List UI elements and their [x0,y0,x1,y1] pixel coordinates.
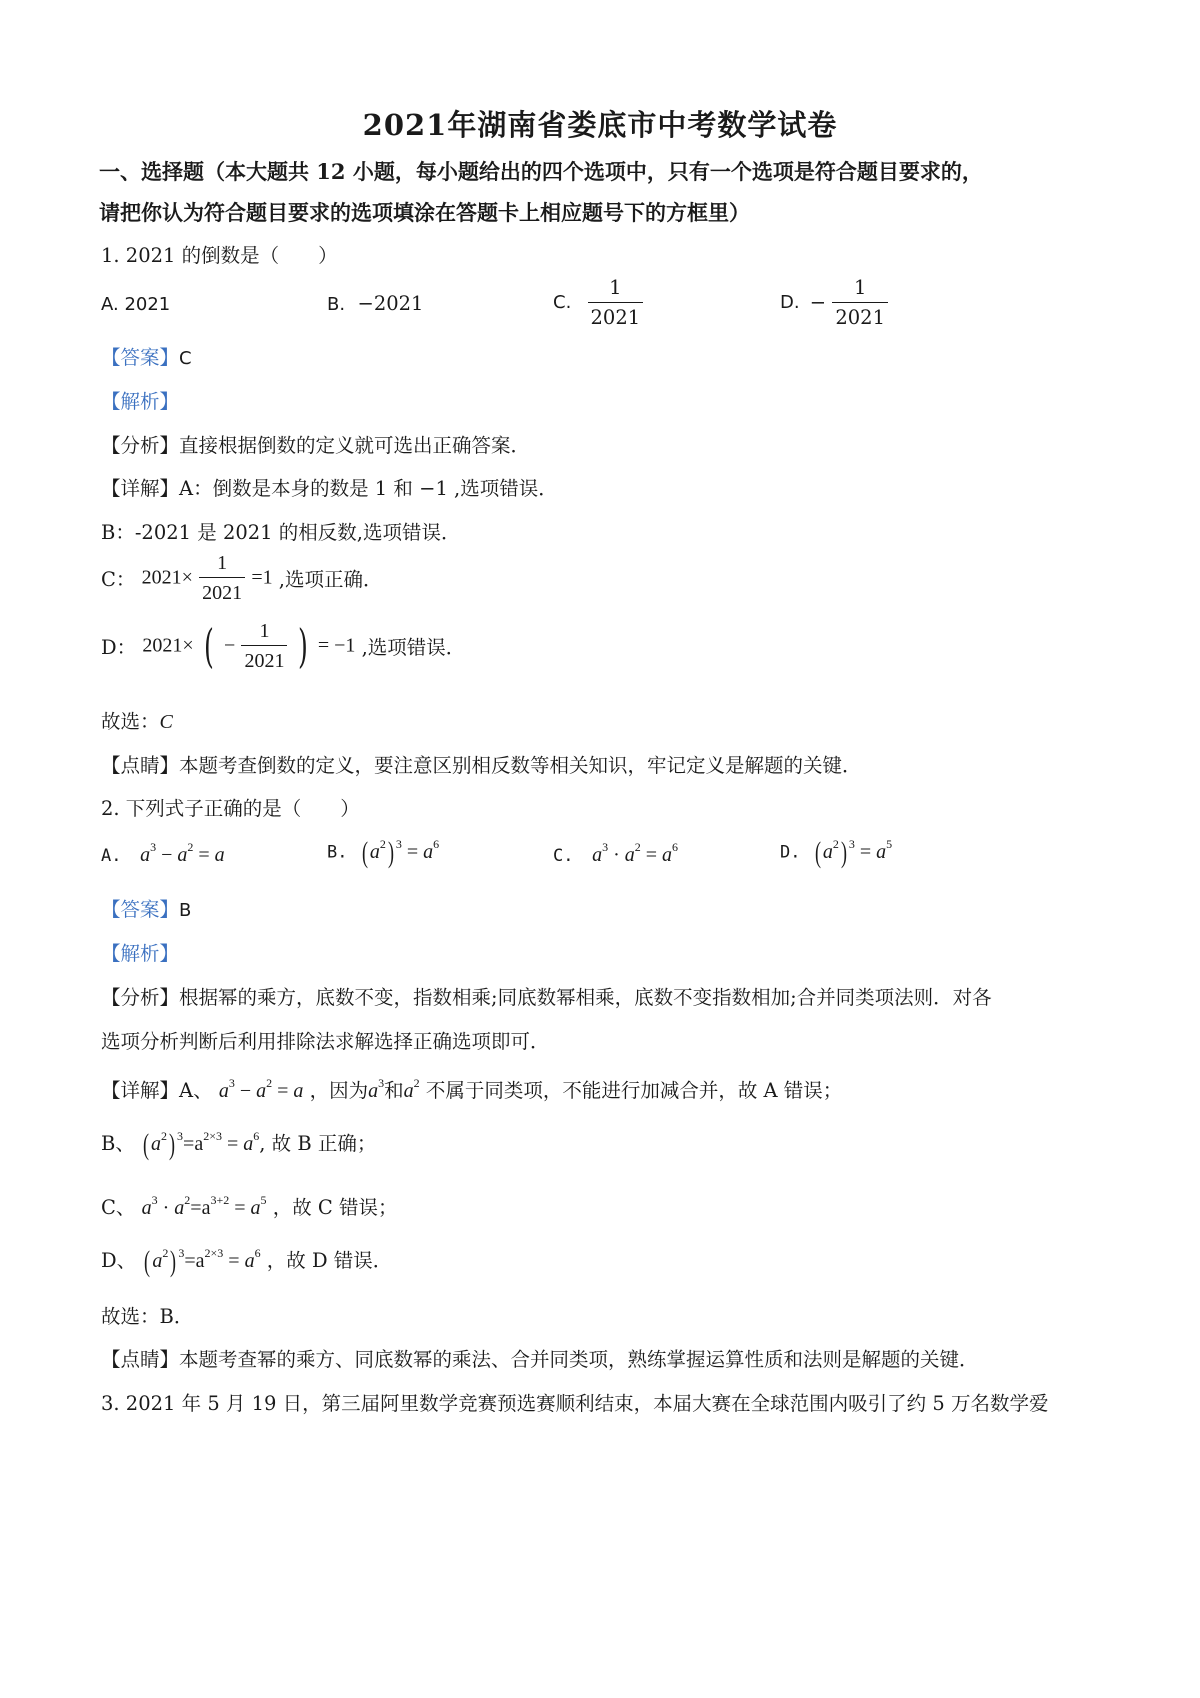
q1-guxuan: 故选：C [101,710,173,733]
question-2-stem: 2. 下列式子正确的是（ ） [101,797,360,820]
q2-xiangjie-d: D、 ( $a^2$) $^3=a^{2\times 3} = a^6$ ，故 D 错误． [101,1245,393,1279]
section-heading-line1: 一、选择题（本大题共 12 小题，每小题给出的四个选项中，只有一个选项是符合题目要求的， [99,159,983,184]
q2-option-d: D. ( $a^2$) $^3 = a^5$ [780,836,893,869]
q1-analysis-tag: 【解析】 [101,390,180,413]
q1-line-b: B：-2021 是 2021 的相反数,选项错误． [101,521,461,544]
q2-xiangjie-a: 【详解】A、 $a^3 - a^2 = a$ ，因为$a^3$和$a^2$ 不属于同类项，不能进行加减合并，故 A 错误； [101,1076,843,1102]
q2-answer: 【答案】B [101,898,192,921]
q2-option-b: B. ( $a^2$) $^3 = a^6$ [327,836,440,869]
q1-xiangjie: 【详解】A：倒数是本身的数是 1 和 −1 ,选项错误． [101,477,558,500]
question-3-stem: 3. 2021 年 5 月 19 日，第三届阿里数学竞赛预选赛顺利结束，本届大赛在全球范围内吸引了约 5 万名数学爱 [101,1392,1049,1415]
q2-option-c: C. $a^3 \cdot a^2 = a^6$ [553,840,679,866]
q2-fenxi-line2: 选项分析判断后利用排除法求解选择正确选项即可． [101,1030,550,1053]
q2-analysis-tag: 【解析】 [101,942,180,965]
q2-dianjing: 【点睛】本题考查幂的乘方、同底数幂的乘法、合并同类项，熟练掌握运算性质和法则是解题的关键． [101,1348,979,1371]
q1-option-a: A. 2021 [101,294,171,315]
q1-line-d: D： 2021× ( − $\frac{1}{2021}$ ) = −1 ,选项错误． [101,619,466,673]
q1-option-d: D. − $\frac{1}{2021}$ [780,278,888,327]
q1-answer: 【答案】C [101,346,192,369]
q2-fenxi-line1: 【分析】根据幂的乘方，底数不变，指数相乘;同底数幂相乘，底数不变指数相加;合并同类项法则．对各 [101,986,992,1009]
q1-line-c: C： 2021× $\frac{1}{2021}$ =1 ,选项正确． [101,552,383,604]
q2-xiangjie-c: C、 $a^3 \cdot a^2=a^{3+2} = a^5$ ，故 C 错误； [101,1193,398,1219]
q1-option-b: B. −2021 [327,292,424,315]
q1-option-c: C. $\frac{1}{2021}$ [553,278,643,327]
page-title: 2021年湖南省娄底市中考数学试卷 [362,108,838,142]
q1-fenxi: 【分析】直接根据倒数的定义就可选出正确答案． [101,434,531,457]
section-heading-line2: 请把你认为符合题目要求的选项填涂在答题卡上相应题号下的方框里） [99,200,750,225]
q1-dianjing: 【点睛】本题考查倒数的定义，要注意区别相反数等相关知识，牢记定义是解题的关键． [101,754,862,777]
fraction-neg-1-2021: $\frac{1}{2021}$ [832,278,888,327]
q2-xiangjie-b: B、 ( $a^2$) $^3=a^{2\times 3} = a^6$, 故 B 正确； [101,1128,377,1162]
q2-option-a: A. $a^3 - a^2 = a$ [101,840,225,866]
question-1-stem: 1. 2021 的倒数是（ ） [101,244,338,267]
q2-guxuan: 故选：B． [101,1305,194,1328]
fraction-1-2021: $\frac{1}{2021}$ [588,278,644,327]
